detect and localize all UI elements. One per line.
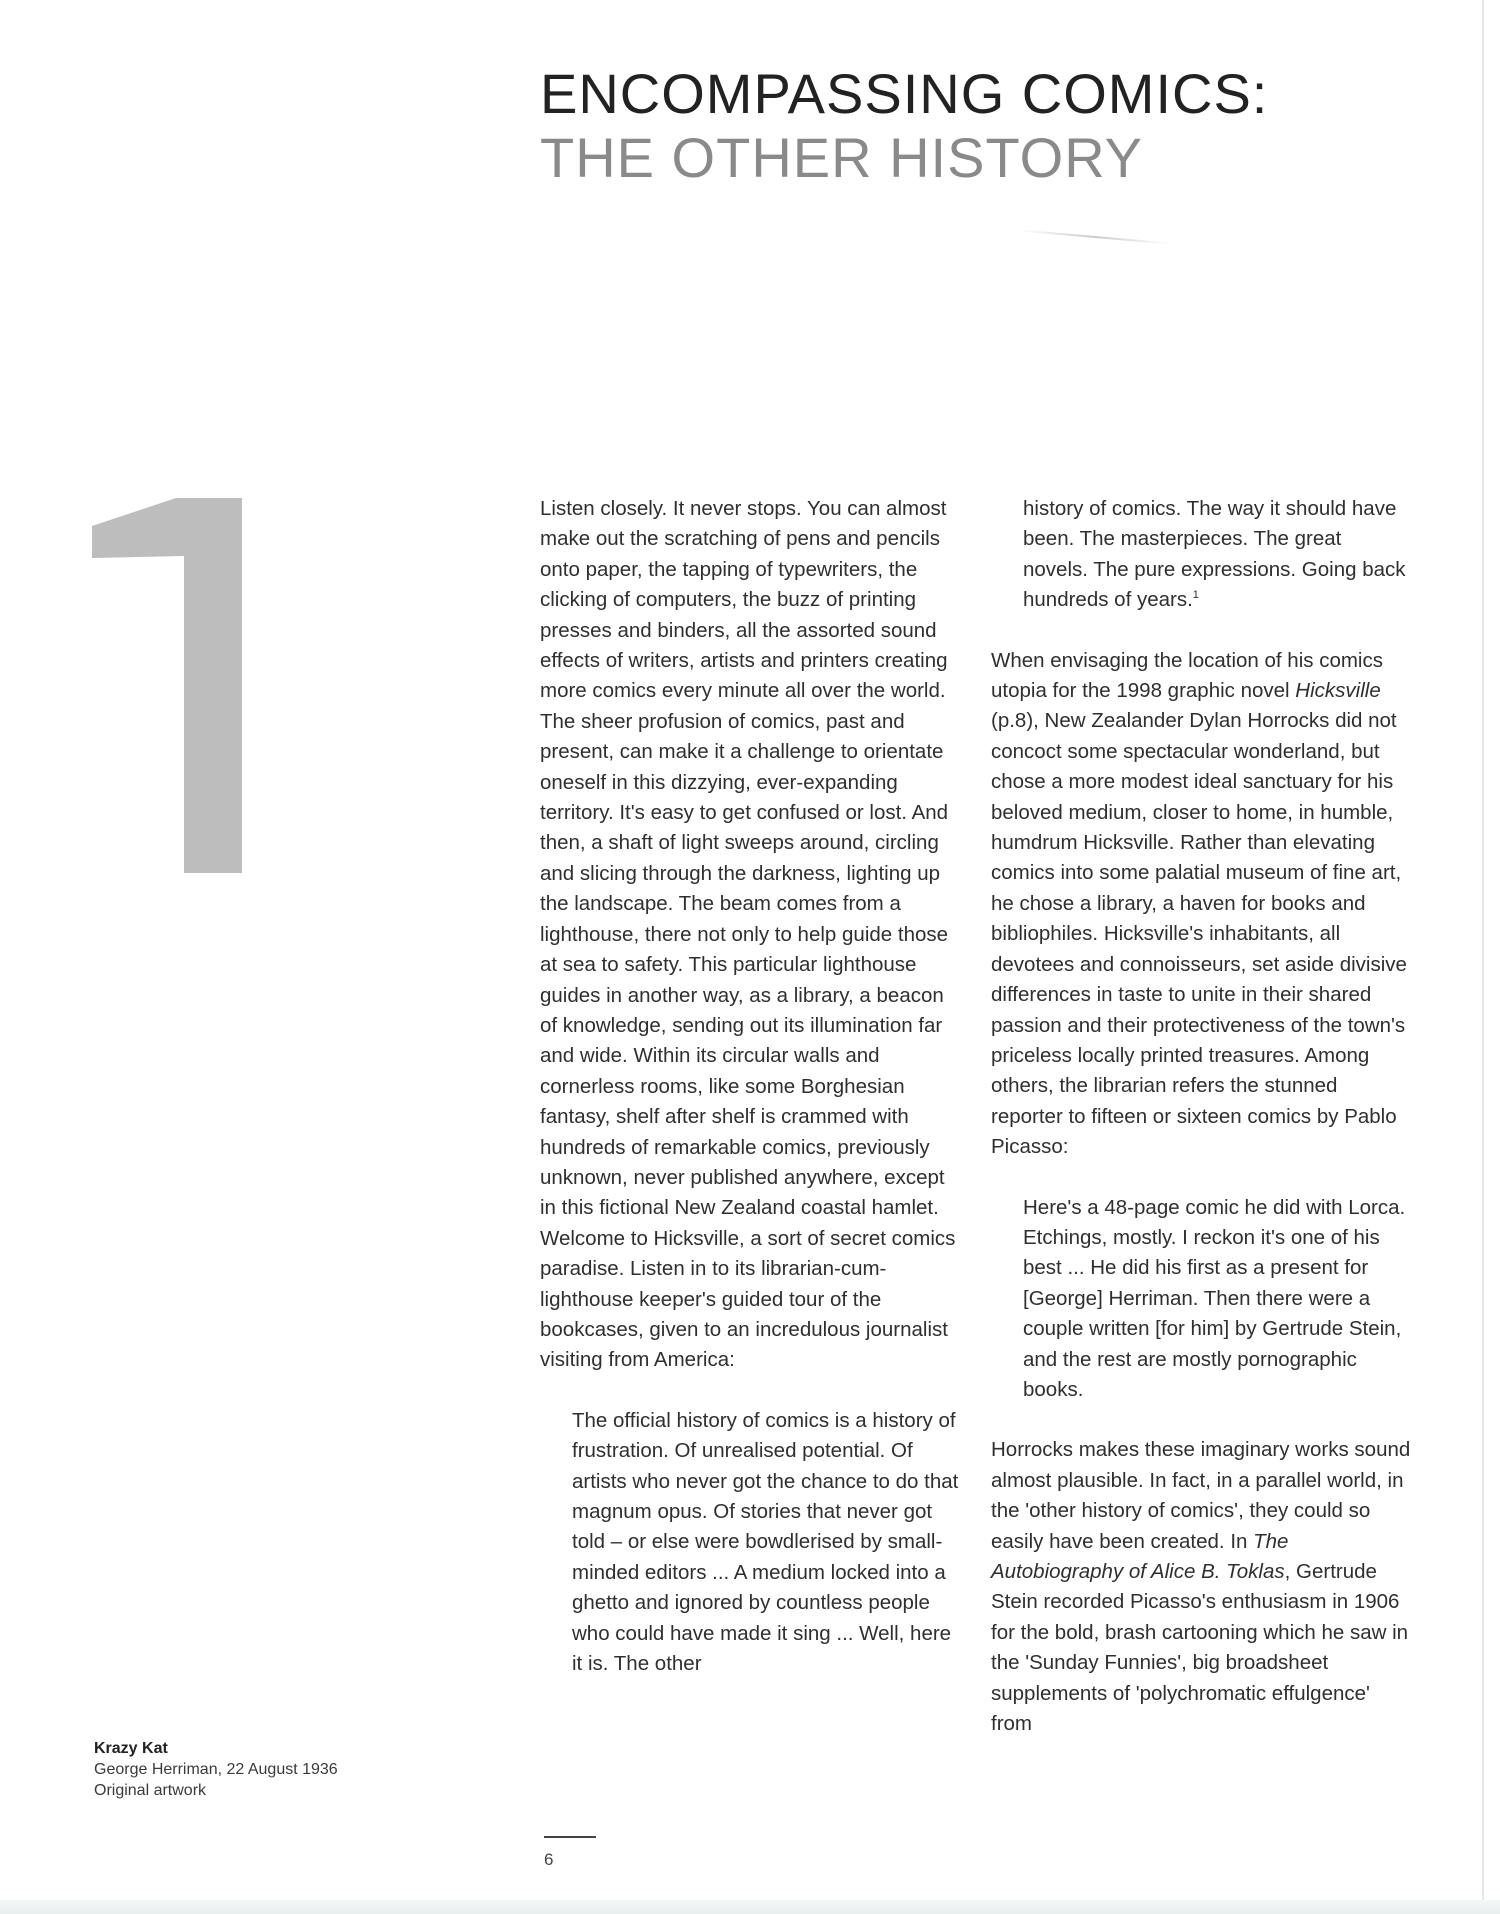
chapter-number bbox=[84, 498, 244, 873]
column-left bbox=[540, 494, 960, 1679]
footnote-marker: 1 bbox=[1192, 589, 1199, 602]
block-quote: The official history of comics is a history of frustration. Of unrealised potential. Of artists who never got the chance to do that magnum opus. Of stories that never got told – or else were bowdlerised by small-minded editors ... A medium locked into a ghetto and ignored by countless people who could have made it sing ... Well, here it is. The other bbox=[572, 1408, 959, 1676]
chapter-heading bbox=[540, 62, 1440, 190]
para2-text-a: Horrocks makes these imaginary works sound almost plausible. In fact, in a parallel world, in the 'other history of comics', they could so easily have been created. In bbox=[991, 1438, 1411, 1553]
block-quote-continued bbox=[991, 494, 1411, 616]
hicksville-paragraph bbox=[991, 646, 1411, 1163]
para2-text-b: , Gertrude Stein recorded Picasso's enthusiasm in 1906 for the bold, brash cartooning which he saw in the 'Sunday Funnies', big broadsheet supplements of 'polychromatic effulgence' from bbox=[991, 1560, 1409, 1736]
chapter-number-text: 1 bbox=[84, 498, 85, 499]
hicksville-title: Hicksville bbox=[1295, 679, 1381, 703]
heading-line-1: ENCOMPASSING COMICS: bbox=[540, 62, 1269, 125]
heading-line-2: THE OTHER HISTORY bbox=[540, 126, 1144, 189]
scan-bottom-edge bbox=[0, 1900, 1500, 1914]
horrocks-paragraph bbox=[991, 1435, 1411, 1739]
intro-paragraph: Listen closely. It never stops. You can almost make out the scratching of pens and pencils onto paper, the tapping of typewriters, the clicking of computers, the buzz of printing presses and binders, all the assorted sound effects of writers, artists and printers creating more comics every minute all over the world. The sheer profusion of comics, past and present, can make it a challenge to orientate oneself in this dizzying, ever-expanding territory. It's easy to get confused or lost. And then, a shaft of light sweeps around, circling and slicing through the darkness, lighting up the landscape. The beam comes from a lighthouse, there not only to help guide those at sea to safety. This particular lighthouse guides in another way, as a library, a beacon of knowledge, sending out its illumination far and wide. Within its circular walls and cornerless rooms, like some Borghesian fantasy, shelf after shelf is crammed with hundreds of remarkable comics, previously unknown, never published anywhere, except in this fictional New Zealand coastal hamlet. Welcome to Hicksville, a sort of secret comics paradise. Listen in to its librarian-cum-lighthouse keeper's guided tour of the bookcases, given to an incredulous journalist visiting from America: bbox=[540, 497, 956, 1372]
toklas-title: The Autobiography of Alice B. Toklas bbox=[991, 1529, 1289, 1583]
picasso-quote: Here's a 48-page comic he did with Lorca. Etchings, mostly. I reckon it's one of his best ... He did his first as a present for [George] Herriman. Then there were a couple written [for him] by Gertrude Stein, and the rest are mostly pornographic books. bbox=[1023, 1195, 1406, 1401]
paragraph-gap bbox=[540, 1376, 960, 1406]
caption-medium: Original artwork bbox=[94, 1782, 207, 1799]
quote-continued-text: history of comics. The way it should have been. The masterpieces. The great novels. The pure expressions. Going back hundreds of years. bbox=[1023, 497, 1406, 612]
caption-credit: George Herriman, 22 August 1936 bbox=[94, 1761, 338, 1778]
page-edge bbox=[1482, 0, 1484, 1914]
page-number: 6 bbox=[544, 1850, 554, 1869]
column-right bbox=[991, 494, 1411, 1739]
paragraph-gap bbox=[991, 616, 1411, 646]
folio-rule bbox=[544, 1836, 596, 1838]
caption-title: Krazy Kat bbox=[94, 1740, 168, 1757]
paragraph-gap bbox=[991, 1163, 1411, 1193]
image-caption bbox=[94, 1738, 414, 1801]
chapter-number-glyph bbox=[92, 498, 242, 873]
paragraph-gap bbox=[991, 1405, 1411, 1435]
para1-text-a: When envisaging the location of his comics utopia for the 1998 graphic novel bbox=[991, 648, 1383, 703]
scan-smudge bbox=[1020, 229, 1170, 244]
para1-text-b: (p.8), New Zealander Dylan Horrocks did not concoct some spectacular wonderland, but chose a more modest ideal sanctuary for his beloved medium, closer to home, in humble, humdrum Hicksville. Rather than elevating comics into some palatial museum of fine art, he chose a library, a haven for books and bibliophiles. Hicksville's inhabitants, all devotees and connoisseurs, set aside divisive differences in taste to unite in their shared passion and their protectiveness of the town's priceless locally printed treasures. Among others, the librarian refers the stunned reporter to fifteen or sixteen comics by Pablo Picasso: bbox=[991, 709, 1407, 1159]
